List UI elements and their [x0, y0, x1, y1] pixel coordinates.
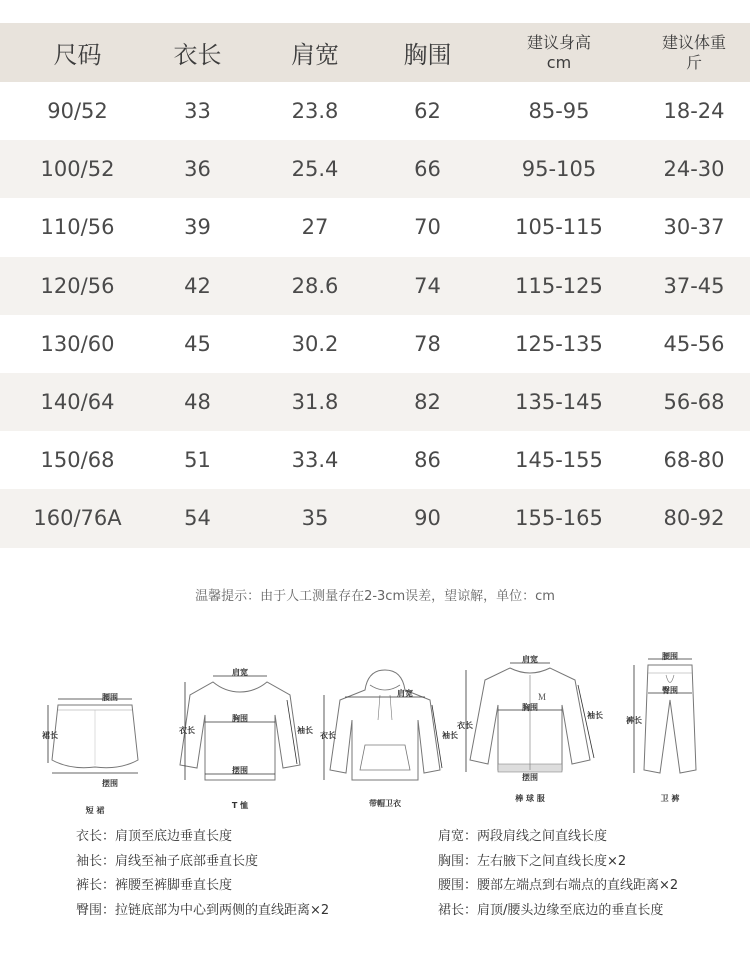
def-pants-length: 裤长：裤腰至裤脚垂直长度	[76, 878, 233, 893]
table-cell: 105-115	[515, 215, 603, 240]
table-row	[0, 431, 750, 489]
pants-label-waist: 腰围	[662, 652, 678, 661]
table-row	[0, 373, 750, 431]
table-cell: 36	[184, 157, 211, 182]
measurement-tip: 温馨提示：由于人工测量存在2-3cm误差，望谅解，单位：cm	[195, 589, 555, 604]
hoodie-label-length: 衣长	[320, 731, 336, 740]
table-cell: 35	[301, 506, 329, 531]
pants-label-length: 裤长	[626, 716, 642, 725]
table-cell: 120/56	[40, 273, 115, 298]
tshirt-diagram	[175, 668, 313, 810]
table-cell: 80-92	[663, 506, 725, 531]
table-cell: 90	[414, 506, 441, 531]
table-cell: 145-155	[515, 448, 603, 473]
header-weight-unit: 斤	[685, 52, 702, 72]
table-cell: 135-145	[515, 390, 603, 415]
tshirt-label-hem: 摆围	[232, 766, 248, 775]
header-weight	[653, 33, 735, 73]
hoodie-diagram	[320, 665, 458, 808]
skirt-diagram	[40, 675, 150, 815]
table-cell: 125-135	[515, 331, 603, 356]
table-cell: 160/76A	[33, 506, 122, 531]
table-cell: 82	[414, 390, 441, 415]
table-cell: 140/64	[40, 390, 115, 415]
table-cell: 115-125	[515, 273, 603, 298]
table-cell: 95-105	[521, 157, 597, 182]
table-cell: 100/52	[40, 157, 115, 182]
jacket-name: 棒 球 服	[515, 794, 545, 803]
svg-text:M: M	[538, 692, 547, 702]
table-cell: 39	[184, 215, 211, 240]
pants-label-hip: 臀围	[662, 686, 678, 695]
table-cell: 33	[184, 99, 211, 124]
def-shoulder: 肩宽：两段肩线之间直线长度	[438, 829, 608, 844]
skirt-name: 短 裙	[85, 806, 105, 815]
header-size: 尺码	[53, 41, 102, 69]
header-chest: 胸围	[403, 41, 452, 69]
def-chest: 胸围：左右腋下之间直线长度×2	[438, 853, 627, 869]
def-waist: 腰围：腰部左端点到右端点的直线距离×2	[438, 878, 679, 893]
table-cell: 42	[184, 273, 211, 298]
pants-name: 卫 裤	[660, 794, 680, 803]
table-cell: 31.8	[291, 390, 339, 415]
table-cell: 68-80	[663, 448, 725, 473]
def-skirt-length: 裙长：肩顶/腰头边缘至底边的垂直长度	[438, 902, 664, 918]
table-cell: 33.4	[291, 448, 339, 473]
jacket-label-length: 衣长	[457, 721, 473, 730]
hoodie-name: 带帽卫衣	[369, 799, 401, 808]
table-cell: 27	[301, 215, 329, 240]
skirt-label-hem: 摆围	[102, 779, 118, 788]
table-cell: 70	[414, 215, 441, 240]
table-cell: 78	[414, 331, 441, 356]
table-row	[0, 315, 750, 373]
table-body	[0, 82, 750, 548]
table-row	[0, 82, 750, 140]
jacket-label-chest: 胸围	[522, 703, 538, 712]
header-height-label: 建议身高	[526, 32, 591, 52]
header-shoulder: 肩宽	[291, 41, 339, 69]
def-hip: 臀围：拉链底部为中心到两侧的直线距离×2	[76, 902, 330, 918]
garment-diagrams	[40, 652, 720, 815]
table-cell: 62	[414, 99, 441, 124]
table-cell: 54	[184, 506, 211, 531]
table-cell: 48	[184, 390, 211, 415]
hoodie-label-sleeve: 袖长	[442, 731, 458, 740]
table-row	[0, 140, 750, 198]
tshirt-label-chest: 胸围	[232, 714, 248, 723]
jacket-label-sleeve: 袖长	[587, 711, 603, 720]
skirt-label-waist: 腰围	[102, 693, 118, 702]
table-row	[0, 198, 750, 256]
table-cell: 30-37	[663, 215, 725, 240]
pants-diagram	[620, 652, 720, 805]
table-cell: 23.8	[291, 99, 339, 124]
table-cell: 155-165	[515, 506, 603, 531]
table-cell: 86	[414, 448, 441, 473]
table-cell: 24-30	[663, 157, 725, 182]
table-cell: 56-68	[663, 390, 725, 415]
def-sleeve: 袖长：肩线至袖子底部垂直长度	[76, 853, 259, 869]
tshirt-label-shoulder: 肩宽	[232, 668, 248, 677]
table-cell: 66	[414, 157, 441, 182]
table-cell: 37-45	[663, 273, 725, 298]
table-row	[0, 489, 750, 547]
skirt-label-length: 裙长	[42, 731, 58, 740]
table-cell: 110/56	[40, 215, 115, 240]
table-cell: 28.6	[291, 273, 339, 298]
tshirt-label-length: 衣长	[179, 726, 195, 735]
jacket-diagram	[457, 655, 603, 805]
table-cell: 25.4	[291, 157, 339, 182]
def-length: 衣长：肩顶至底边垂直长度	[76, 829, 233, 844]
table-cell: 130/60	[40, 331, 115, 356]
table-cell: 85-95	[528, 99, 590, 124]
header-height-unit: cm	[546, 52, 572, 72]
tshirt-label-sleeve: 袖长	[297, 726, 313, 735]
size-table	[0, 23, 750, 548]
table-row	[0, 257, 750, 315]
jacket-label-hem: 摆围	[522, 773, 538, 782]
table-cell: 150/68	[40, 448, 115, 473]
table-cell: 90/52	[47, 99, 108, 124]
header-weight-label: 建议体重	[661, 32, 726, 52]
definitions-right	[438, 825, 678, 923]
jacket-label-shoulder: 肩宽	[522, 655, 538, 664]
table-cell: 18-24	[663, 99, 725, 124]
table-cell: 30.2	[291, 331, 339, 356]
tshirt-name: T 恤	[231, 801, 249, 810]
table-header	[0, 23, 750, 82]
table-cell: 45	[184, 331, 211, 356]
header-height	[465, 33, 653, 73]
table-cell: 51	[184, 448, 211, 473]
header-length: 衣长	[173, 41, 222, 69]
hoodie-label-shoulder: 肩宽	[397, 689, 413, 698]
table-cell: 45-56	[663, 331, 725, 356]
definitions-left	[76, 825, 329, 923]
table-cell: 74	[414, 273, 441, 298]
